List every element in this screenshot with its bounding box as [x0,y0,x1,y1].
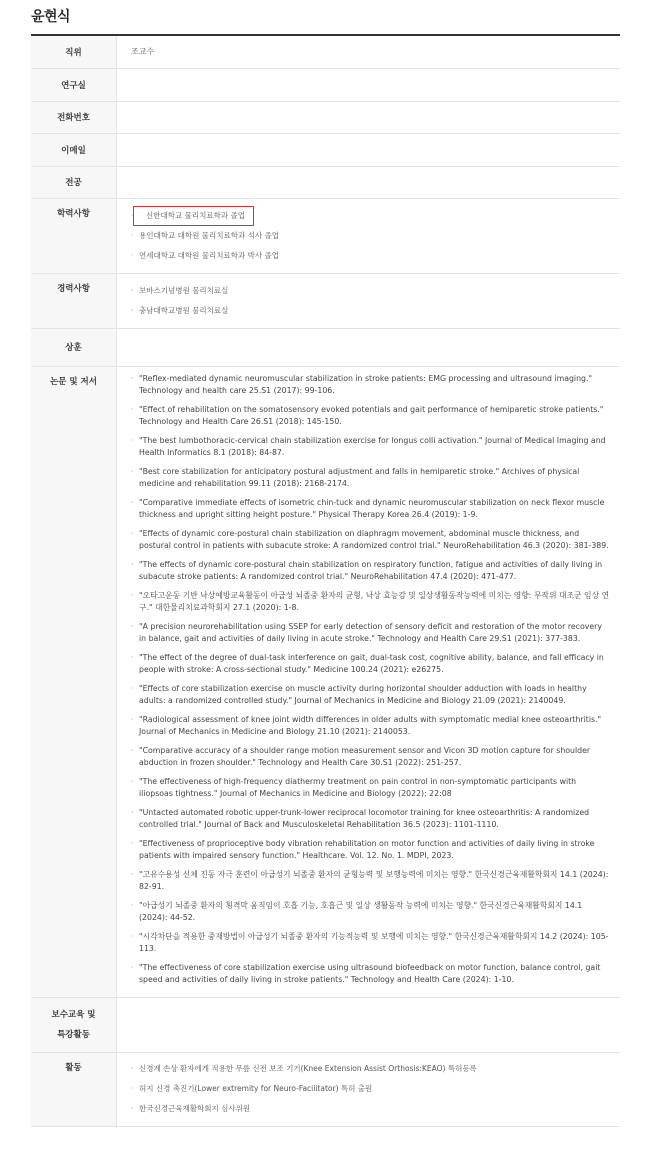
paper-item: · "Best core stabilization for anticipatory postural adjustment and falls in hemiparetic stroke." Archives of physical medicine and rehabilitation 99.11 (2018): 2168-2174. [131,466,610,491]
paper-list [131,373,610,987]
value-lab [117,68,621,101]
paper-item: · "Effect of rehabilitation on the somatosensory evoked potentials and gait performance of hemiparetic stroke patients." Technology and Health Care 26.S1 (2018): 145-150. [131,404,610,429]
value-training [117,997,621,1052]
list-item [131,206,610,226]
label-email: 이메일 [31,133,117,166]
label-training-line2: 특강활동 [57,1029,90,1040]
row-lab [31,68,620,101]
paper-item: · "The effect of the degree of dual-task interference on gait, dual-task cost, cognitive ability, balance, and fall efficacy in people with stroke: A cross-sectional study." Medicine 100.24 (2021): e26275. [131,652,610,677]
label-phone: 전화번호 [31,101,117,133]
profile-table [31,36,620,1127]
education-list [131,206,610,266]
value-activities [117,1052,621,1126]
row-email [31,133,620,166]
value-email [117,133,621,166]
paper-item: · "Effects of core stabilization exercise on muscle activity during horizontal shoulder adduction with loads in healthy adults: a randomized controlled study." Journal of Mechanics in Medicine and Biology 21.09 (2021): 2140049. [131,683,610,708]
value-career [117,273,621,328]
list-item: · 연세대학교 대학원 물리치료학과 박사 졸업 [131,246,610,266]
label-major: 전공 [31,166,117,198]
label-awards: 상훈 [31,328,117,366]
list-item: · 허지 신경 촉진기(Lower extremity for Neuro-Facilitator) 특허 출원 [131,1079,610,1099]
paper-item: · "아급성기 뇌졸중 환자의 횡격막 움직임이 호흡 기능, 호흡근 및 일상 생활동작 능력에 미치는 영향." 한국신경근육재활학회지 14.1 (2024): 44-52. [131,900,610,925]
label-education: 학력사항 [31,198,117,273]
value-phone [117,101,621,133]
row-career [31,273,620,328]
paper-item: · "고유수용성 신체 진동 자극 훈련이 아급성기 뇌졸중 환자의 균형능력 및 보행능력에 미치는 영향." 한국신경근육재활학회지 14.1 (2024): 82-91. [131,869,610,894]
paper-item: · "Radiological assessment of knee joint width differences in older adults with symptomatic medial knee osteoarthritis." Journal of Mechanics in Medicine and Biology 21.10 (2021): 2140053. [131,714,610,739]
row-education [31,198,620,273]
paper-item: · "시각차단을 적용한 중재방법이 아급성기 뇌졸중 환자의 기능적능력 및 보행에 미치는 영향." 한국신경근육재활학회지 14.2 (2024): 105-113. [131,931,610,956]
paper-item: · "Comparative accuracy of a shoulder range motion measurement sensor and Vicon 3D motion capture for shoulder abduction in frozen shoulder." Technology and Health Care 30.S1 (2022): 251-257. [131,745,610,770]
paper-item: · "Untacted automated robotic upper-trunk-lower reciprocal locomotor training for knee osteoarthritis: A randomized controlled trial." Journal of Back and Musculoskeletal Rehabilitation 36.5 (2023): 1101-1110. [131,807,610,832]
row-phone [31,101,620,133]
label-lab: 연구실 [31,68,117,101]
row-training [31,997,620,1052]
paper-item: · "Effects of dynamic core-postural chain stabilization on diaphragm movement, abdominal muscle thickness, and postural control in patients with subacute stroke: A randomized control trial." NeuroRehabilitation 46.3 (2020): 381-389. [131,528,610,553]
paper-item: · "The effects of dynamic core-postural chain stabilization on respiratory function, fatigue and activities of daily living in subacute stroke patients: A randomized control trial." NeuroRehabilitation 47.4 (2020): 471-477. [131,559,610,584]
paper-item: · "The effectiveness of core stabilization exercise using ultrasound biofeedback on motor function, balance control, gait speed and activities of daily living in stroke patients." Technology and Health Care (2024): 1-10. [131,962,610,987]
value-papers [117,366,621,997]
label-papers: 논문 및 저서 [31,366,117,997]
list-item: · 신경계 손상 환자에게 적용한 무릎 신전 보조 기기(Knee Extension Assist Orthosis:KEAO) 특허등록 [131,1059,610,1079]
row-position [31,36,620,68]
career-list [131,281,610,321]
paper-item: · "The effectiveness of high-frequency diathermy treatment on pain control in non-symptomatic participants with iliopsoas tightness." Journal of Mechanics in Medicine and Biology (2022): 22:08 [131,776,610,801]
label-activities: 활동 [31,1052,117,1126]
highlighted-education: 신한대학교 물리치료학과 졸업 [133,206,254,226]
list-item: · 충남대학교병원 물리치료실 [131,301,610,321]
list-item: · 한국신경근육재활학회지 심사위원 [131,1099,610,1119]
paper-item: · "Reflex-mediated dynamic neuromuscular stabilization in stroke patients: EMG processing and ultrasound imaging." Technology and health care 25.S1 (2017): 99-106. [131,373,610,398]
value-major [117,166,621,198]
professor-name: 윤현식 [31,9,71,25]
label-training [31,997,117,1052]
paper-item: · "오타고운동 기반 낙상예방교육활동이 아급성 뇌졸중 환자의 균형, 낙상 효능감 및 일상생활동작능력에 미치는 영향: 무작위 대조군 임상 연구." 대한물리치료과학회지 27.1 (2020): 1-8. [131,590,610,615]
label-training-line1: 보수교육 및 [51,1009,96,1020]
row-major [31,166,620,198]
label-position: 직위 [31,36,117,68]
list-item: · 용인대학교 대학원 물리치료학과 석사 졸업 [131,226,610,246]
paper-item: · "A precision neurorehabilitation using SSEP for early detection of sensory deficit and restoration of the motor recovery in balance, gait and activities of daily living in acute stroke." Technology and Health Care 29.S1 (2021): 377-383. [131,621,610,646]
label-career: 경력사항 [31,273,117,328]
row-awards [31,328,620,366]
paper-item: · "The best lumbothoracic-cervical chain stabilization exercise for longus colli activation." Journal of Medical Imaging and Health Informatics 8.1 (2018): 84-87. [131,435,610,460]
paper-item: · "Effectiveness of proprioceptive body vibration rehabilitation on motor function and activities of daily living in stroke patients with impaired sensory function." Healthcare. Vol. 12. No. 1. MDPI, 2023. [131,838,610,863]
row-activities [31,1052,620,1126]
activities-list [131,1059,610,1119]
value-education [117,198,621,273]
row-papers [31,366,620,997]
paper-item: · "Comparative immediate effects of isometric chin-tuck and dynamic neuromuscular stabilization on neck flexor muscle thickness and upright sitting height posture." Physical Therapy Korea 26.4 (2019): 1-9. [131,497,610,522]
value-position: 조교수 [117,36,621,68]
value-awards [117,328,621,366]
list-item: · 보바스기념병원 물리치료실 [131,281,610,301]
